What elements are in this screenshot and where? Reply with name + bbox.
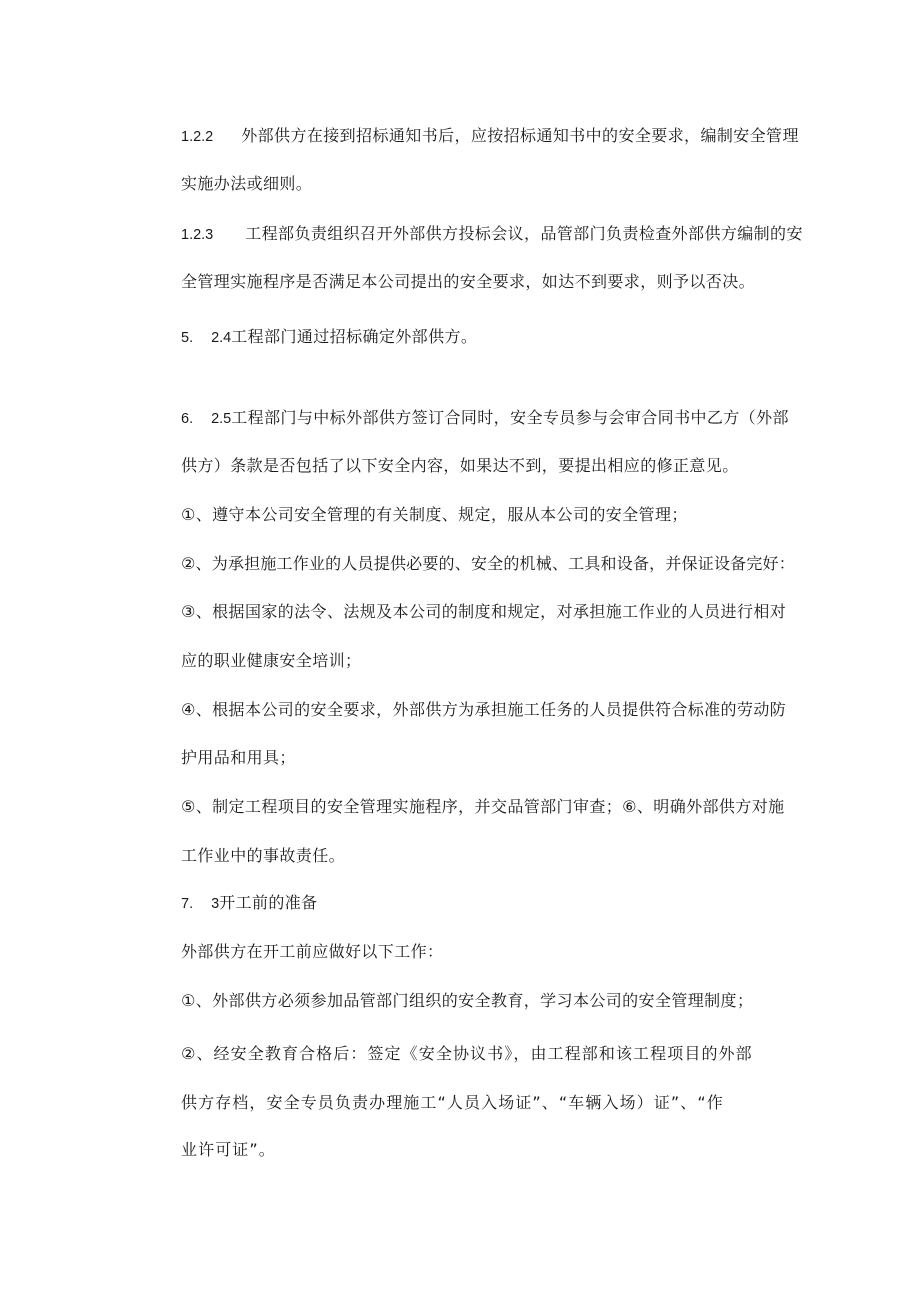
prep-item-2-line-3 (181, 1140, 276, 1160)
section-7-heading (181, 893, 318, 914)
para-text: 工程部负责组织召开外部供方投标会议，品管部门负责检查外部供方编制的安 (245, 224, 803, 243)
para-text: 外部供方在接到招标通知书后，应按招标通知书中的安全要求，编制安全管理 (241, 126, 799, 145)
list-item-3-line-1 (181, 602, 786, 622)
section-number: 7. (181, 896, 194, 912)
para-1-2-3-line-2 (181, 272, 755, 292)
prep-item-1 (181, 991, 753, 1011)
para-text: 工程部门与中标外部供方签订合同时，安全专员参与会审合同书中乙方（外部 (231, 408, 789, 427)
section-number: 1.2.3 (181, 227, 214, 243)
list-item-3-line-2 (181, 651, 361, 671)
list-item-text: ①、遵守本公司安全管理的有关制度、规定，服从本公司的安全管理； (181, 505, 688, 524)
list-item-4-line-1 (181, 700, 786, 720)
list-item-5-line-1 (181, 797, 785, 817)
prep-item-2-line-1 (181, 1044, 753, 1064)
list-item-text: 供方存档，安全专员负责办理施工“人员入场证”、“车辆入场）证”、“作 (181, 1093, 724, 1112)
para-1-2-3-line-1 (181, 224, 803, 245)
list-item-text: ③、根据国家的法令、法规及本公司的制度和规定，对承担施工作业的人员进行相对 (181, 602, 787, 621)
para-5 (181, 327, 477, 348)
list-item-1 (181, 505, 688, 525)
list-item-text: 业许可证”。 (181, 1140, 276, 1159)
list-item-text: 护用品和用具； (181, 748, 296, 767)
list-item-4-line-2 (181, 748, 296, 768)
section-title: 开工前的准备 (219, 893, 318, 912)
sub-number: 3 (211, 896, 220, 912)
sub-number: 2.5 (211, 411, 232, 427)
para-text: 供方）条款是否包括了以下安全内容，如果达不到，要提出相应的修正意见。 (181, 456, 739, 475)
para-6-line-2 (181, 456, 739, 476)
list-item-text: ①、外部供方必须参加品管部门组织的安全教育，学习本公司的安全管理制度； (181, 991, 754, 1010)
prep-intro (181, 942, 443, 962)
list-item-text: ②、为承担施工作业的人员提供必要的、安全的机械、工具和设备，并保证设备完好： (181, 554, 795, 573)
para-text: 外部供方在开工前应做好以下工作： (181, 942, 444, 961)
para-1-2-2-line-1 (181, 126, 799, 147)
prep-item-2-line-2 (181, 1093, 724, 1113)
section-number: 6. (181, 411, 194, 427)
list-item-text: ⑤、制定工程项目的安全管理实施程序，并交品管部门审查；⑥、明确外部供方对施 (181, 797, 785, 816)
list-item-5-line-2 (181, 846, 345, 866)
para-text: 全管理实施程序是否满足本公司提出的安全要求，如达不到要求，则予以否决。 (181, 272, 756, 291)
para-1-2-2-line-2 (181, 174, 312, 194)
list-item-text: ②、经安全教育合格后：签定《安全协议书》，由工程部和该工程项目的外部 (181, 1044, 753, 1063)
para-text: 工程部门通过招标确定外部供方。 (231, 327, 478, 346)
list-item-text: ④、根据本公司的安全要求，外部供方为承担施工任务的人员提供符合标准的劳动防 (181, 700, 787, 719)
section-number: 5. (181, 330, 194, 346)
sub-number: 2.4 (211, 330, 232, 346)
para-6-line-1 (181, 408, 789, 429)
list-item-text: 应的职业健康安全培训； (181, 651, 362, 670)
para-text: 实施办法或细则。 (181, 174, 313, 193)
section-number: 1.2.2 (181, 129, 214, 145)
list-item-2 (181, 554, 795, 574)
list-item-text: 工作业中的事故责任。 (181, 846, 346, 865)
